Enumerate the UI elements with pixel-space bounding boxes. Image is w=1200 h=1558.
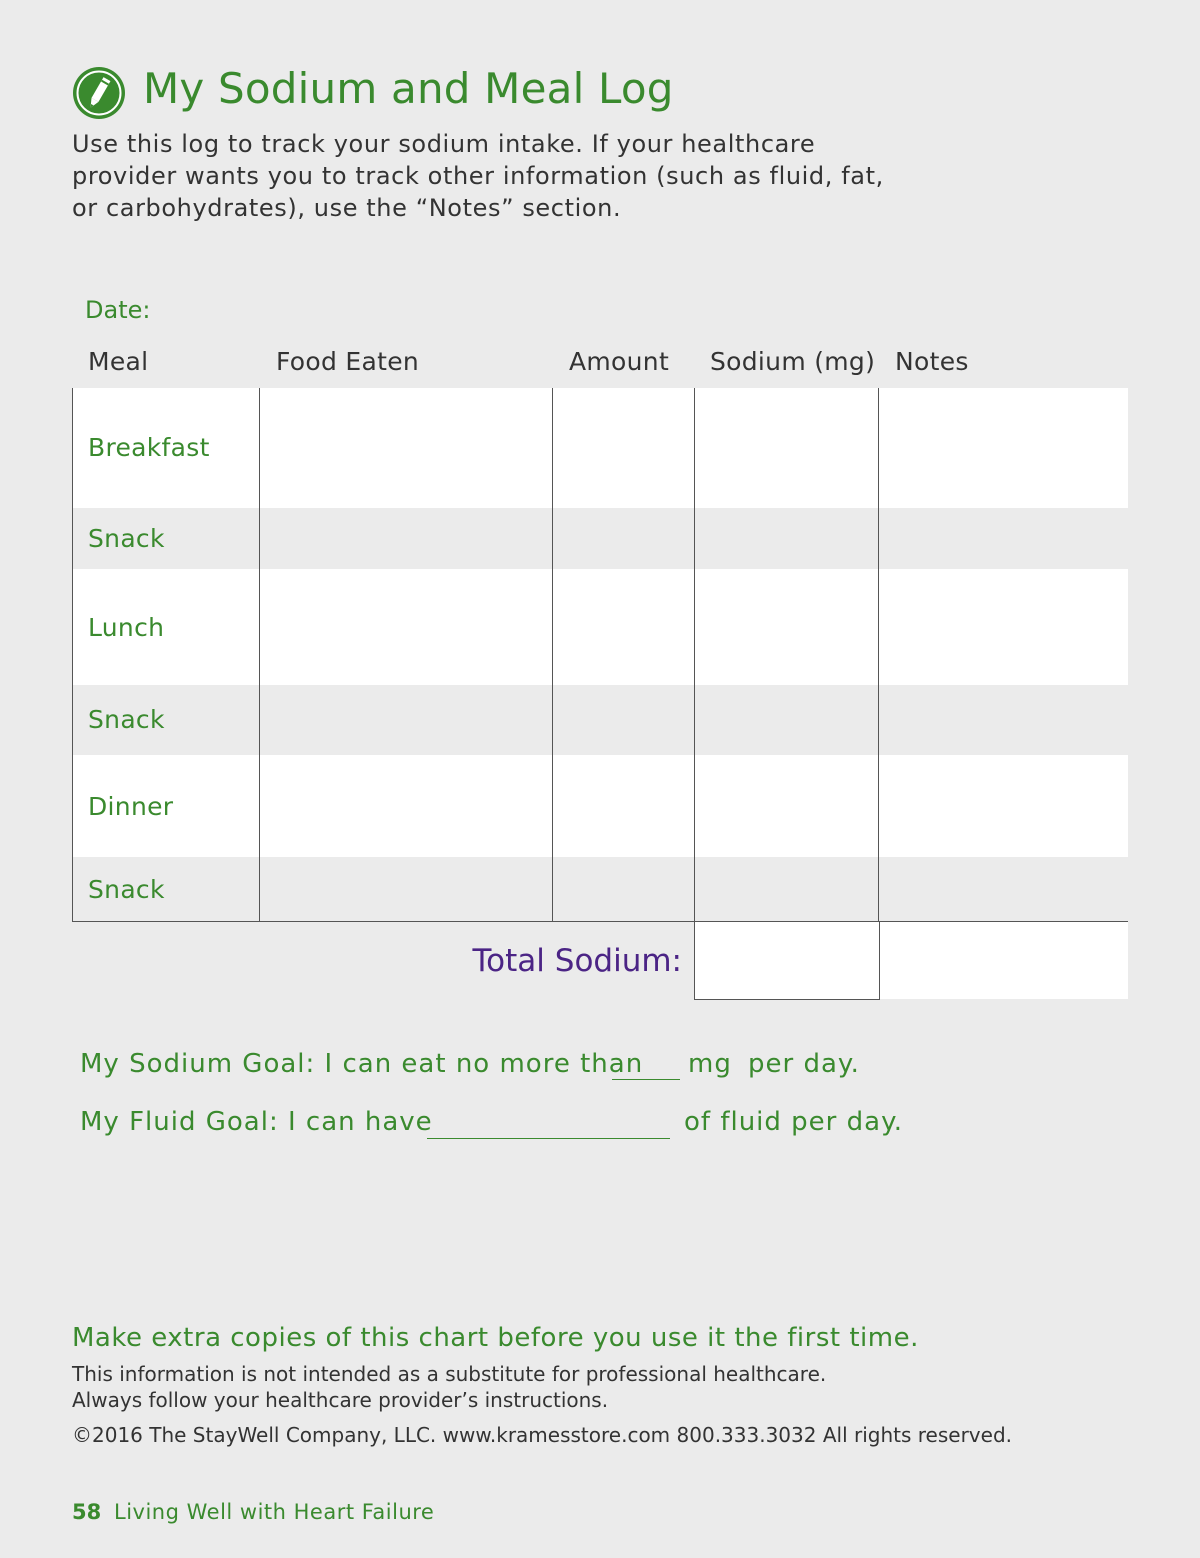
column-header-notes: Notes [895,347,969,376]
fluid-goal-text: My Fluid Goal: I can have [80,1107,433,1137]
table-row[interactable] [72,857,1128,921]
fluid-goal-blank[interactable] [427,1138,670,1139]
table-row[interactable] [72,569,1128,685]
total-sodium-field[interactable] [694,921,880,1000]
page-title: My Sodium and Meal Log [143,64,674,113]
book-title: Living Well with Heart Failure [114,1500,435,1524]
disclaimer-line: Always follow your healthcare provider’s instructions. [72,1388,609,1412]
meal-label-snack: Snack [88,875,165,904]
copies-note: Make extra copies of this chart before you use it the first time. [72,1323,919,1353]
pencil-icon [72,66,126,120]
copyright-line: ©2016 The StayWell Company, LLC. www.kramesstore.com 800.333.3032 All rights reserved. [72,1423,1012,1447]
table-divider [878,388,879,922]
table-divider [552,388,553,922]
total-notes-field[interactable] [880,922,1128,999]
column-header-amount: Amount [569,347,670,376]
table-divider [259,388,260,922]
sodium-goal-suffix: per day. [748,1049,860,1079]
column-header-meal: Meal [88,347,149,376]
intro-text-line: or carbohydrates), use the “Notes” section. [72,194,622,222]
column-header-sodium: Sodium (mg) [710,347,876,376]
total-sodium-label: Total Sodium: [472,943,682,979]
meal-label-lunch: Lunch [88,613,165,642]
table-row[interactable] [72,755,1128,857]
table-row[interactable] [72,685,1128,755]
sodium-goal-text: My Sodium Goal: I can eat no more than [80,1049,644,1079]
intro-text-line: provider wants you to track other information (such as fluid, fat, [72,162,884,190]
table-divider [694,388,695,922]
meal-label-snack: Snack [88,524,165,553]
table-row[interactable] [72,388,1128,508]
page-number: 58 [72,1500,102,1524]
disclaimer-line: This information is not intended as a substitute for professional healthcare. [72,1362,827,1386]
fluid-goal-suffix: of fluid per day. [684,1107,904,1137]
column-header-food-eaten: Food Eaten [276,347,420,376]
intro-text-line: Use this log to track your sodium intake. If your healthcare [72,130,816,158]
date-label: Date: [85,296,151,324]
sodium-goal-unit: mg [688,1049,732,1079]
meal-label-dinner: Dinner [88,792,174,821]
table-divider [72,388,73,922]
meal-label-snack: Snack [88,705,165,734]
meal-label-breakfast: Breakfast [88,433,210,462]
table-row[interactable] [72,508,1128,569]
sodium-goal-blank[interactable] [612,1079,680,1080]
